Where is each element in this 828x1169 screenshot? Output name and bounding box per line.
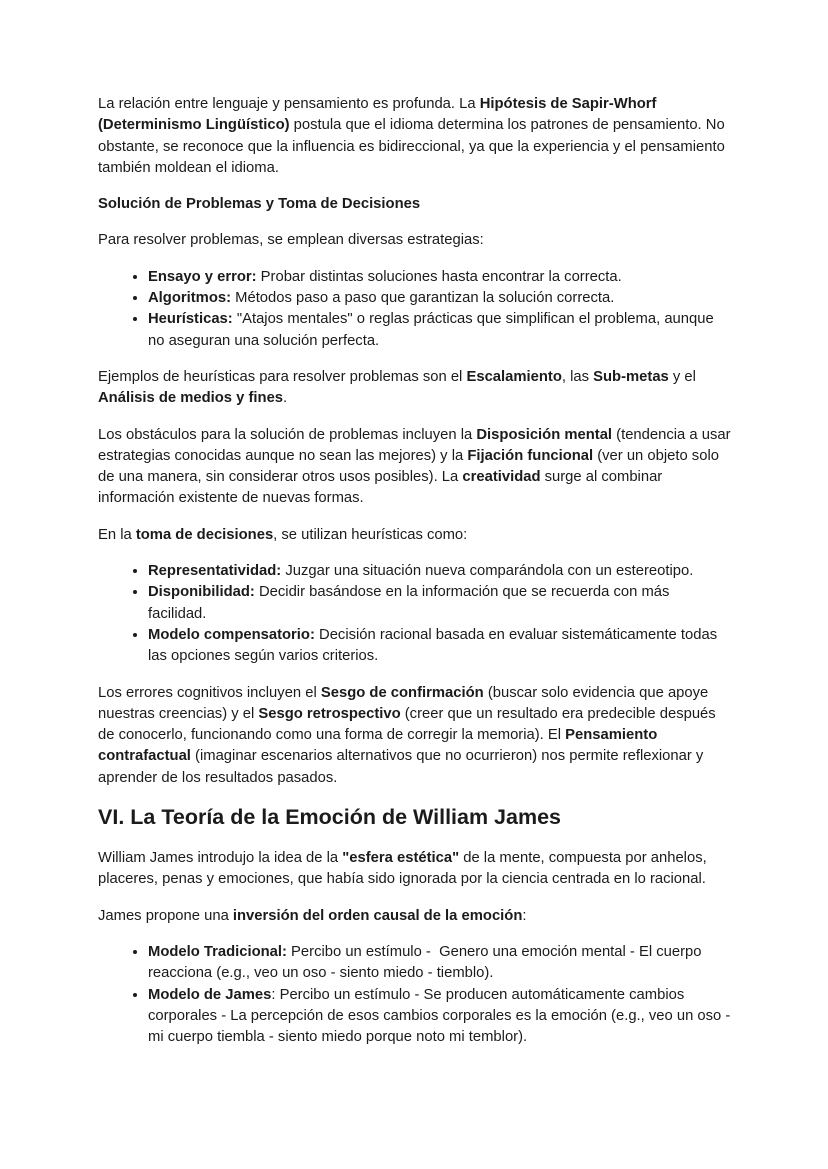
paragraph-heuristics-examples <box>98 367 731 410</box>
text-segment: Probar distintas soluciones hasta encontrar la correcta. <box>256 268 622 285</box>
list-item <box>148 561 731 582</box>
text-segment: Métodos paso a paso que garantizan la solución correcta. <box>231 290 615 307</box>
text-segment: Percibo un estímulo - Genero una emoción mental - El cuerpo reacciona (e.g., veo un oso - siento miedo - tiemblo). <box>148 943 706 982</box>
paragraph-decisions-lead <box>98 525 731 546</box>
text-segment: William James introdujo la idea de la <box>98 850 343 867</box>
text-segment: Para resolver problemas, se emplean diversas estrategias: <box>98 232 484 249</box>
bold-text-segment: Sesgo retrospectivo <box>258 705 401 722</box>
bold-text-segment: Sesgo de confirmación <box>320 684 484 701</box>
bold-text-segment: inversión del orden causal de la emoción <box>232 907 523 924</box>
text-segment: (buscar solo evidencia que apoye nuestras creencias) y el <box>98 684 713 722</box>
bold-text-segment: Heurísticas: <box>148 311 233 328</box>
list-emotion-models <box>98 942 735 1048</box>
paragraph-esfera-estetica <box>98 848 731 891</box>
bold-text-segment: Sub-metas <box>593 368 669 385</box>
list-problem-strategies <box>98 267 731 352</box>
list-item <box>148 582 731 625</box>
text-segment: surge al combinar información existente de nuevas formas. <box>98 469 667 507</box>
bold-text-segment: creatividad <box>462 469 541 486</box>
text-segment: Los obstáculos para la solución de problemas incluyen la <box>98 426 477 443</box>
text-segment: de la mente, compuesta por anhelos, placeres, penas y emociones, que había sido ignorada por la ciencia centrada en lo racional. <box>98 850 711 888</box>
paragraph-obstacles <box>98 425 735 510</box>
bold-text-segment: Hipótesis de Sapir-Whorf (Determinismo Lingüístico) <box>98 96 661 134</box>
list-decision-heuristics <box>98 561 731 667</box>
text-segment: , las <box>561 368 594 385</box>
text-segment: , se utilizan heurísticas como: <box>273 526 468 543</box>
bold-text-segment: Modelo Tradicional: <box>148 943 287 960</box>
list-item <box>148 288 731 309</box>
paragraph-inversion-lead <box>98 906 731 927</box>
bold-text-segment: Ensayo y error: <box>148 268 257 285</box>
text-segment: . <box>283 390 288 407</box>
text-segment: (tendencia a usar estrategias conocidas aunque no sean las mejores) y la <box>98 426 735 464</box>
text-segment: postula que el idioma determina los patrones de pensamiento. No obstante, se reconoce que la influencia es bidireccional, ya que la experiencia y el pensamiento también moldean el idioma. <box>98 117 729 176</box>
list-item <box>148 625 731 668</box>
bold-text-segment: Análisis de medios y fines <box>98 390 284 407</box>
bold-text-segment: Modelo compensatorio: <box>148 626 315 643</box>
text-segment: y el <box>668 368 701 385</box>
text-segment: En la <box>98 526 136 543</box>
text-segment: "Atajos mentales" o reglas prácticas que simplifican el problema, aunque no aseguran una solución perfecta. <box>148 311 718 349</box>
text-segment: (imaginar escenarios alternativos que no ocurrieron) nos permite reflexionar y aprender de los resultados pasados. <box>98 748 708 786</box>
paragraph-cognitive-errors <box>98 683 731 789</box>
text-segment: : <box>522 907 527 924</box>
bold-text-segment: Modelo de James <box>148 986 272 1003</box>
heading-problem-solving: Solución de Problemas y Toma de Decisiones <box>98 196 421 213</box>
text-segment: Ejemplos de heurísticas para resolver problemas son el <box>98 368 467 385</box>
bold-text-segment: Escalamiento <box>466 368 562 385</box>
bold-text-segment: "esfera estética" <box>342 850 460 867</box>
paragraph-language-thought <box>98 94 731 179</box>
text-segment: (creer que un resultado era predecible después de conocerlo, funcionando como una forma de corregir la memoria). El <box>98 705 720 744</box>
bold-text-segment: Algoritmos: <box>148 290 232 307</box>
list-item <box>148 267 731 288</box>
text-segment: Decidir basándose en la información que se recuerda con más facilidad. <box>148 584 674 622</box>
text-segment: Los errores cognitivos incluyen el <box>98 684 321 701</box>
text-segment: : Percibo un estímulo - Se producen automáticamente cambios corporales - La percepción de esos cambios corporales es la emoción (e.g., veo un oso - mi cuerpo tiembla - siento miedo porque noto mi temblor). <box>148 986 735 1046</box>
text-segment: (ver un objeto solo de una manera, sin considerar otros usos posibles). La <box>98 447 724 486</box>
text-segment: Decisión racional basada en evaluar sistemáticamente todas las opciones según varios criterios. <box>148 626 722 665</box>
text-segment: Juzgar una situación nueva comparándola con un estereotipo. <box>281 563 694 580</box>
paragraph-strategies-lead <box>98 230 731 251</box>
list-item <box>148 942 731 985</box>
list-item <box>148 309 731 352</box>
bold-text-segment: Disponibilidad: <box>148 584 255 601</box>
text-segment: James propone una <box>98 907 233 924</box>
bold-text-segment: Disposición mental <box>476 426 613 443</box>
bold-text-segment: toma de decisiones <box>135 526 274 543</box>
text-segment: La relación entre lenguaje y pensamiento es profunda. La <box>98 96 480 112</box>
bold-text-segment: Fijación funcional <box>467 447 594 464</box>
list-item <box>148 985 735 1049</box>
heading-william-james-emotion: VI. La Teoría de la Emoción de William James <box>98 805 562 830</box>
bold-text-segment: Representatividad: <box>148 563 282 580</box>
bold-text-segment: Pensamiento contrafactual <box>98 727 662 765</box>
